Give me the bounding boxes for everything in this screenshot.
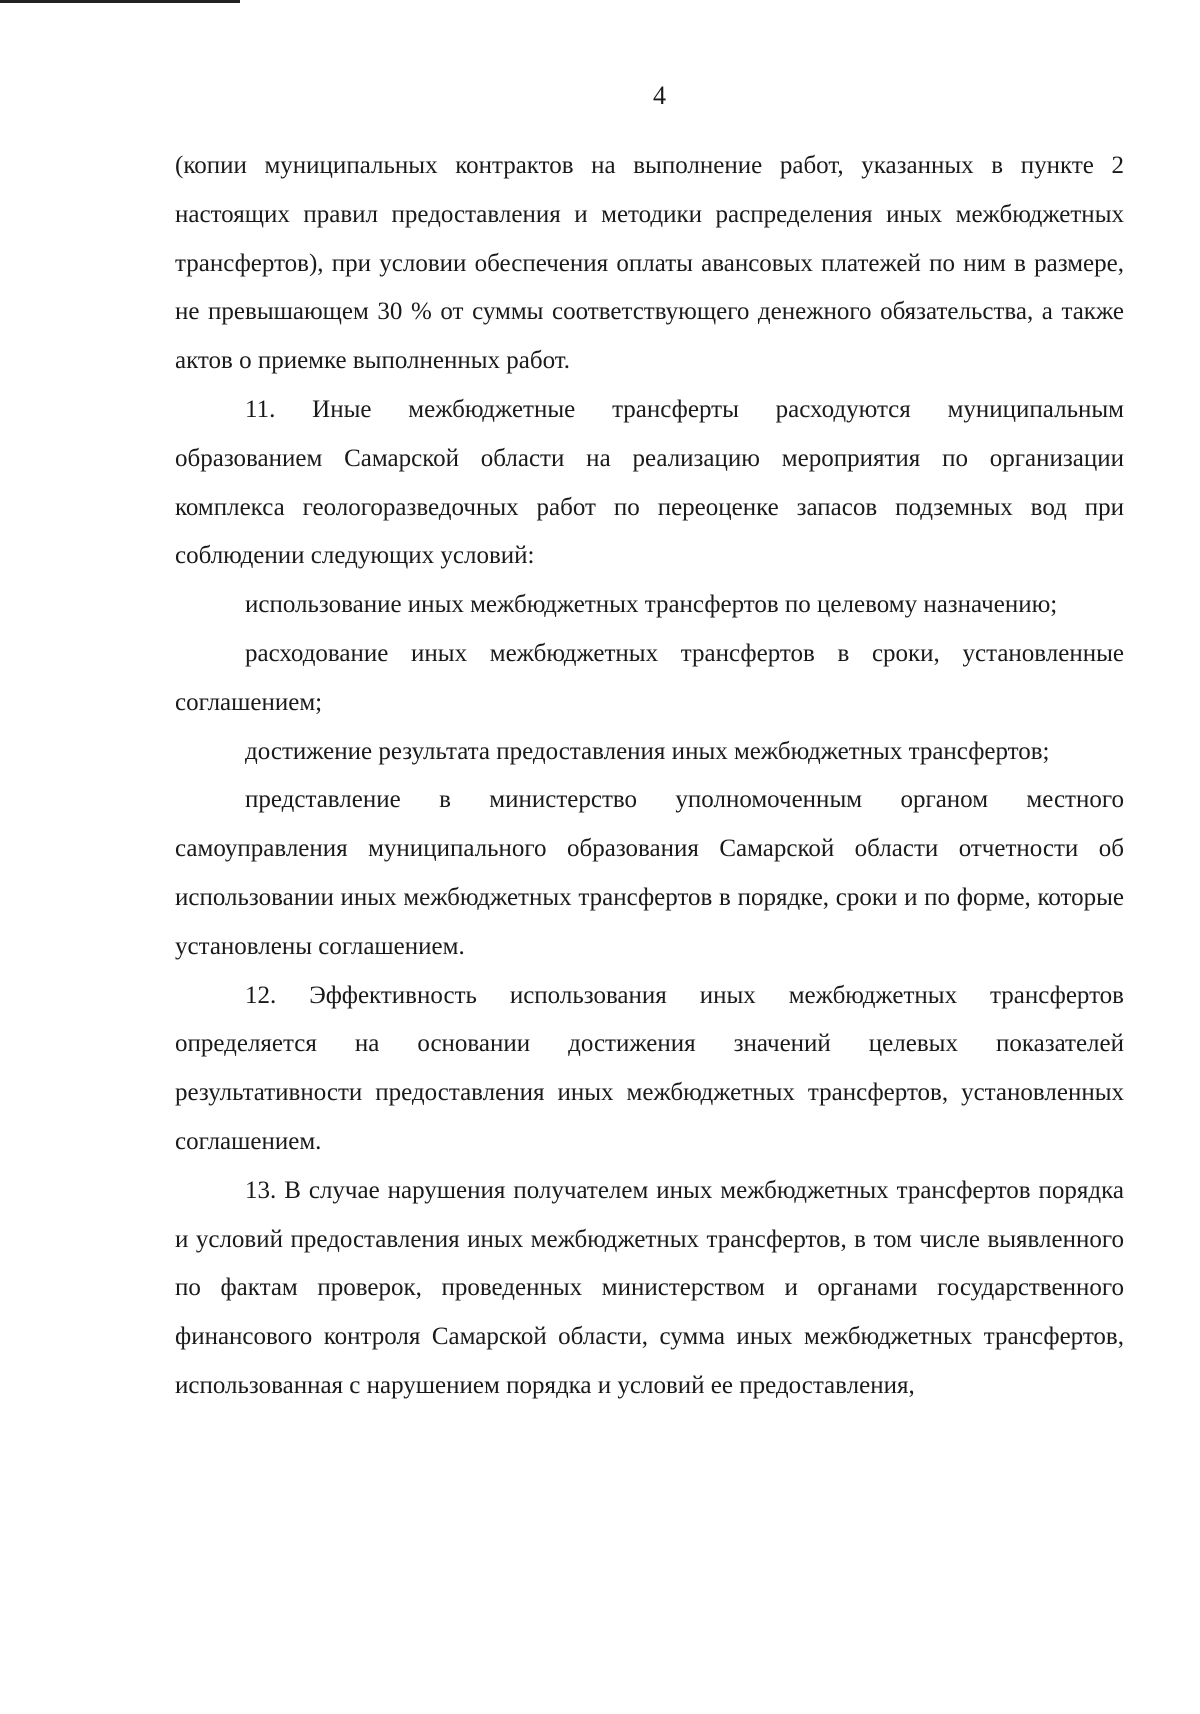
paragraph-condition-4: представление в министерство уполномоченным органом местного самоуправления муниципального образования Самарской области отчетности об использовании иных межбюджетных трансфертов в порядке, сроки и по форме, которые установлены соглашением.: [175, 786, 1124, 960]
paragraph-condition-3: достижение результата предоставления иных межбюджетных трансфертов;: [245, 737, 1050, 765]
paragraph-continuation: (копии муниципальных контрактов на выполнение работ, указанных в пункте 2 настоящих правил предоставления и методики распределения иных межбюджетных трансфертов), при условии обеспечения оплаты авансовых платежей по ним в размере, не превышающем 30 % от суммы соответствующего денежного обязательства, а также актов о приемке выполненных работ.: [175, 152, 1124, 375]
document-body: [175, 142, 1124, 1411]
paragraph-item-12: 12. Эффективность использования иных межбюджетных трансфертов определяется на основании достижения значений целевых показателей результативности предоставления иных межбюджетных трансфертов, установленных соглашением.: [175, 981, 1124, 1155]
paragraph-item-11: 11. Иные межбюджетные трансферты расходуются муниципальным образованием Самарской области на реализацию мероприятия по организации комплекса геологоразведочных работ по переоценке запасов подземных вод при соблюдении следующих условий:: [175, 395, 1124, 570]
paragraph-condition-1: использование иных межбюджетных трансфертов по целевому назначению;: [245, 591, 1058, 619]
paragraph-condition-2: расходование иных межбюджетных трансфертов в сроки, установленные соглашением;: [175, 639, 1124, 716]
paragraph-item-13: 13. В случае нарушения получателем иных межбюджетных трансфертов порядка и условий предоставления иных межбюджетных трансфертов, в том числе выявленного по фактам проверок, проведенных министерством и органами государственного финансового контроля Самарской области, сумма иных межбюджетных трансфертов, использованная с нарушением порядка и условий ее предоставления,: [175, 1176, 1124, 1399]
top-rule: [0, 0, 240, 3]
page-number: 4: [653, 81, 666, 110]
